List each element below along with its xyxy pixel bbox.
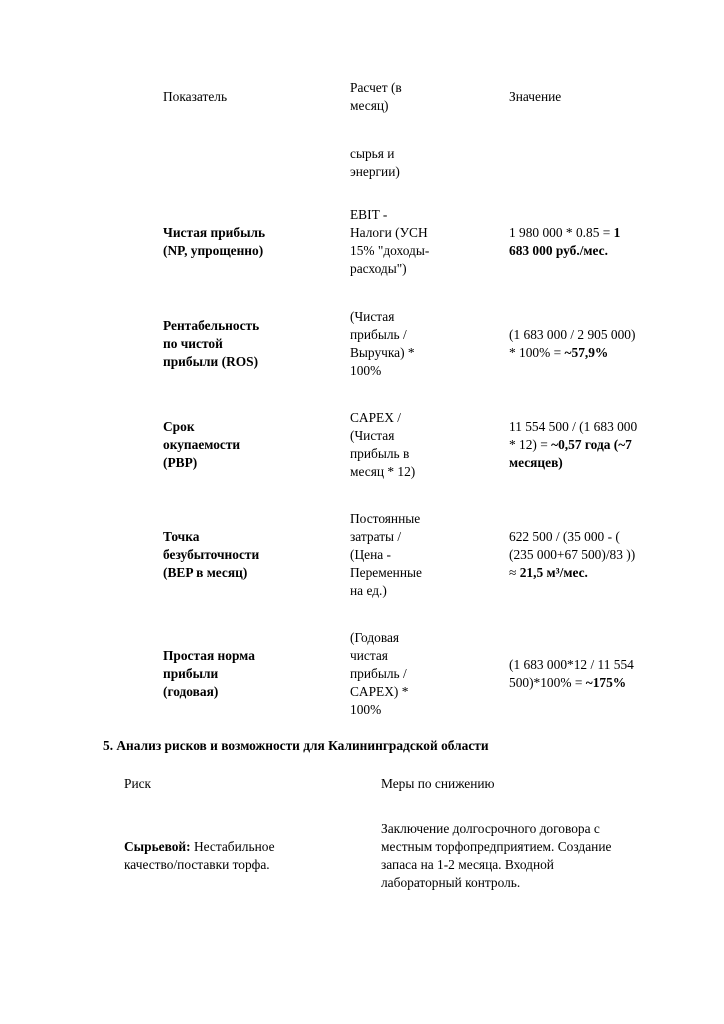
row-ros-value (509, 326, 669, 362)
risk-label: Сырьевой: (124, 839, 191, 854)
value-bold: ~0,57 года (~7 месяцев) (509, 437, 632, 470)
row-pbp-calc: CAPEX / (Чистая прибыль в месяц * 12) (350, 410, 416, 479)
row-pbp-value (509, 418, 669, 472)
measures-raw-material: Заключение долгосрочного договора с местным торфопредприятием. Создание запаса на 1-2 месяца. Входной лабораторный контроль. (381, 821, 612, 890)
row-bep-value (509, 528, 669, 582)
row-ros-calc: (Чистая прибыль / Выручка) * 100% (350, 309, 415, 378)
value-bold: 1 683 000 руб./мес. (509, 225, 621, 258)
row-pbp-indicator: Срок окупаемости (PBP) (163, 419, 241, 470)
value-plain: 11 554 500 / (1 683 000 * 12) = (509, 419, 638, 452)
row-net-profit-value (509, 224, 669, 260)
value-bold: 21,5 м³/мес. (519, 565, 588, 580)
row-net-profit-indicator: Чистая прибыль (NP, упрощенно) (163, 225, 266, 258)
risk-description: Нестабильное качество/поставки торфа. (124, 839, 275, 872)
row-bep-calc: Постоянные затраты / (Цена - Переменные на ед.) (350, 511, 422, 598)
value-bold: ~57,9% (564, 345, 609, 360)
value-plain: 1 980 000 * 0.85 = (509, 225, 614, 240)
calc-continuation: сырья и энергии) (350, 146, 400, 179)
header-indicator: Показатель (163, 89, 228, 104)
row-roi-value (509, 656, 669, 692)
value-plain: 622 500 / (35 000 - ( (235 000+67 500)/83 )) ≈ (509, 529, 636, 580)
header-measures: Меры по снижению (381, 776, 495, 791)
risk-raw-material (124, 838, 344, 874)
row-bep-indicator: Точка безубыточности (BEP в месяц) (163, 529, 260, 580)
value-plain: (1 683 000*12 / 11 554 500)*100% = (509, 657, 634, 690)
header-risk: Риск (124, 776, 152, 791)
value-plain: (1 683 000 / 2 905 000) * 100% = (509, 327, 636, 360)
value-bold: ~175% (585, 675, 627, 690)
row-ros-indicator: Рентабельность по чистой прибыли (ROS) (163, 318, 260, 369)
row-roi-calc: (Годовая чистая прибыль / CAPEX) * 100% (350, 630, 409, 717)
section-heading-risks: 5. Анализ рисков и возможности для Калининградской области (103, 738, 489, 753)
header-calc: Расчет (в месяц) (350, 80, 402, 113)
header-value: Значение (509, 89, 562, 104)
row-net-profit-calc: EBIT - Налоги (УСН 15% "доходы- расходы") (350, 207, 430, 276)
row-roi-indicator: Простая норма прибыли (годовая) (163, 648, 255, 699)
